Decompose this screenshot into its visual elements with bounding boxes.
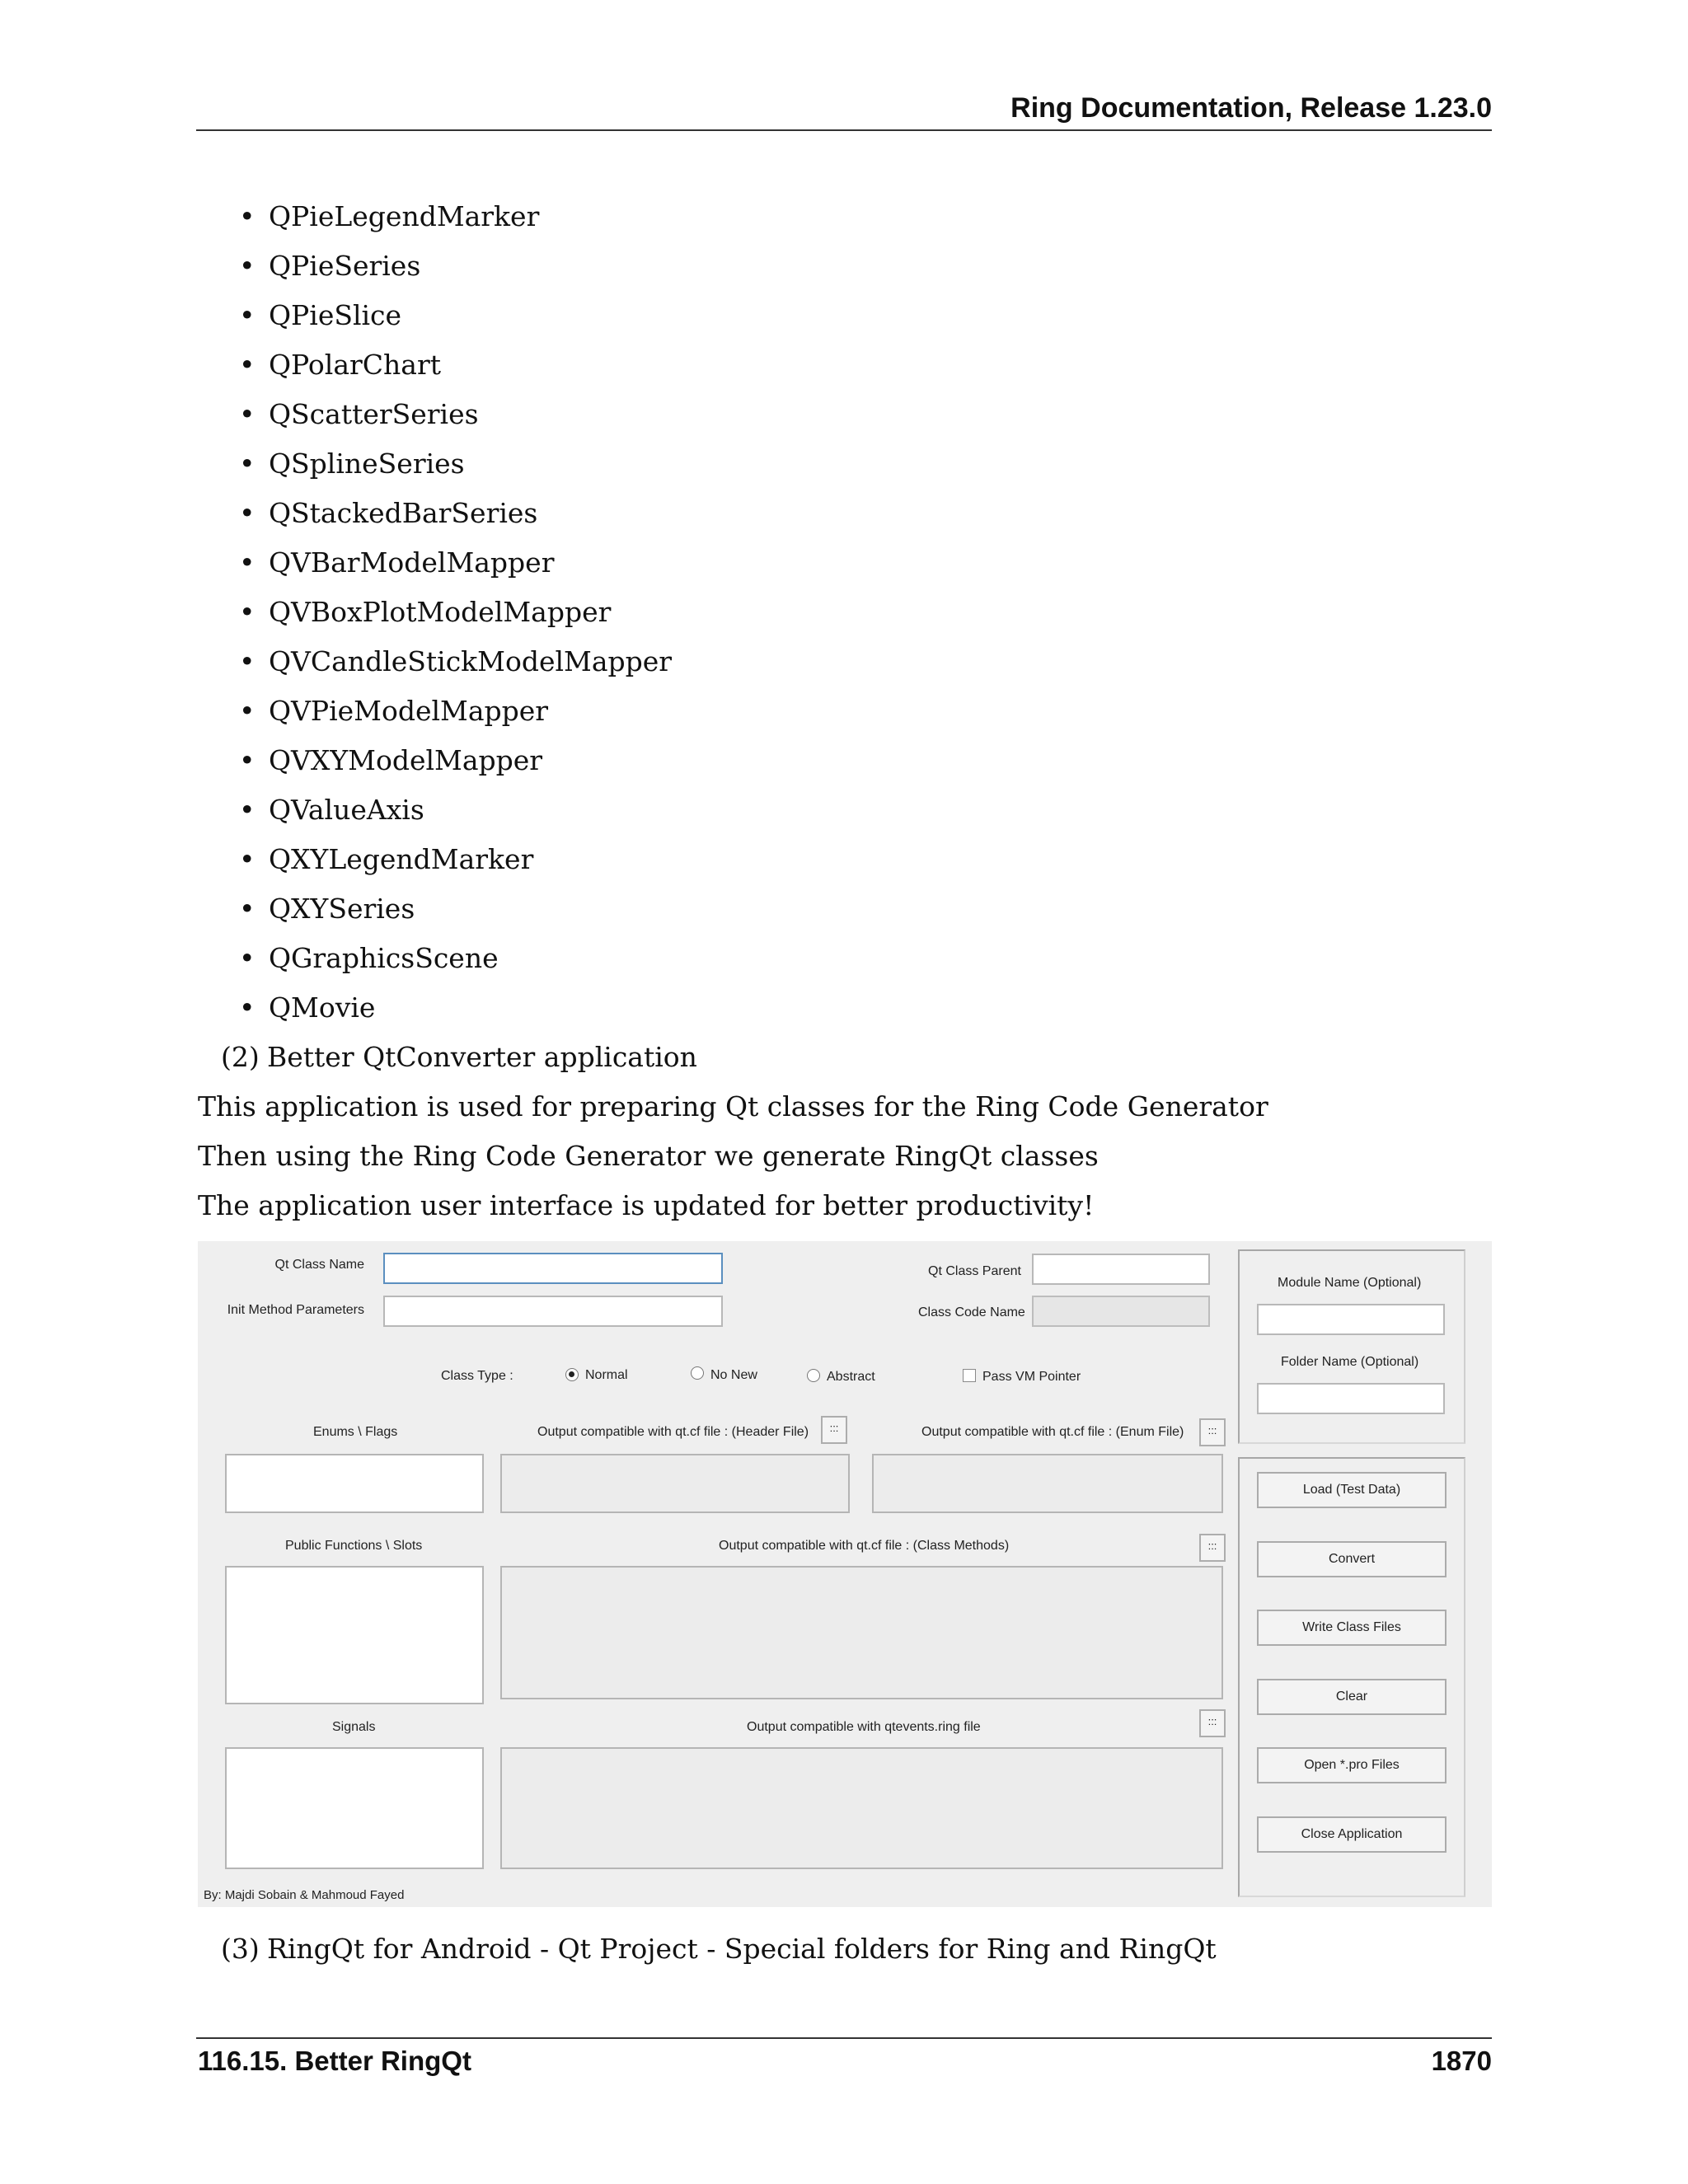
list-item: • QVBarModelMapper [239, 546, 555, 579]
pass-vm-pointer-label: Pass VM Pointer [982, 1370, 1081, 1384]
folder-name-label: Folder Name (Optional) [1281, 1355, 1419, 1369]
folder-name-input[interactable] [1257, 1383, 1445, 1414]
radio-abstract[interactable] [807, 1369, 820, 1382]
signals-textarea[interactable] [225, 1747, 484, 1869]
running-header: Ring Documentation, Release 1.23.0 [1010, 92, 1492, 124]
output-enum-label: Output compatible with qt.cf file : (Enum File) [921, 1425, 1184, 1439]
enums-flags-label: Enums \ Flags [313, 1425, 398, 1439]
list-item: • QXYLegendMarker [239, 843, 534, 875]
close-application-button[interactable]: Close Application [1257, 1816, 1447, 1853]
qt-class-parent-input[interactable] [1032, 1254, 1210, 1285]
list-item: • QStackedBarSeries [239, 497, 538, 529]
list-item: • QVBoxPlotModelMapper [239, 596, 612, 628]
list-item: • QScatterSeries [239, 398, 479, 430]
list-item: • QPieSlice [239, 299, 402, 331]
qt-class-parent-label: Qt Class Parent [928, 1264, 1021, 1278]
module-name-label: Module Name (Optional) [1278, 1276, 1422, 1290]
list-item: • QXYSeries [239, 893, 415, 925]
class-type-label: Class Type : [441, 1369, 513, 1383]
credits-text: By: Majdi Sobain & Mahmoud Fayed [204, 1888, 405, 1902]
qt-class-name-input[interactable] [383, 1253, 723, 1284]
output-class-methods-textarea[interactable] [500, 1566, 1223, 1699]
header-rule [196, 129, 1492, 131]
qt-class-name-label: Qt Class Name [274, 1258, 364, 1272]
output-header-label: Output compatible with qt.cf file : (Header File) [537, 1425, 809, 1439]
convert-button[interactable]: Convert [1257, 1541, 1447, 1577]
output-qtevents-label: Output compatible with qtevents.ring file [747, 1720, 981, 1734]
write-class-files-button[interactable]: Write Class Files [1257, 1610, 1447, 1646]
class-methods-more-button[interactable]: ::: [1199, 1534, 1226, 1562]
public-functions-textarea[interactable] [225, 1566, 484, 1704]
init-method-input[interactable] [383, 1296, 723, 1327]
class-code-name-input[interactable] [1032, 1296, 1210, 1327]
enum-more-button[interactable]: ::: [1199, 1418, 1226, 1446]
module-name-input[interactable] [1257, 1304, 1445, 1335]
load-test-data-button[interactable]: Load (Test Data) [1257, 1472, 1447, 1508]
output-class-methods-label: Output compatible with qt.cf file : (Class Methods) [719, 1539, 1010, 1553]
output-header-textarea[interactable] [500, 1454, 850, 1513]
footer-section-title: 116.15. Better RingQt [198, 2046, 471, 2076]
output-enum-textarea[interactable] [872, 1454, 1223, 1513]
list-item: • QVXYModelMapper [239, 744, 543, 776]
radio-normal-label: Normal [585, 1368, 628, 1382]
list-item: • QPolarChart [239, 349, 442, 381]
header-more-button[interactable]: ::: [821, 1416, 847, 1444]
signals-label: Signals [332, 1720, 376, 1734]
clear-button[interactable]: Clear [1257, 1679, 1447, 1715]
class-bullet-list [239, 198, 672, 1038]
radio-normal[interactable] [565, 1368, 579, 1381]
list-item: • QVCandleStickModelMapper [239, 645, 673, 677]
list-item: • QValueAxis [239, 794, 424, 826]
pass-vm-pointer-checkbox[interactable] [963, 1369, 976, 1382]
enumerated-item-2: (2) Better QtConverter application [221, 1041, 697, 1073]
list-item: • QVPieModelMapper [239, 695, 549, 727]
enumerated-item-3: (3) RingQt for Android - Qt Project - Special folders for Ring and RingQt [221, 1933, 1217, 1965]
public-functions-label: Public Functions \ Slots [285, 1539, 423, 1553]
radio-no-new[interactable] [691, 1366, 704, 1380]
output-qtevents-textarea[interactable] [500, 1747, 1223, 1869]
list-item: • QPieSeries [239, 250, 421, 282]
footer-rule [196, 2037, 1492, 2039]
paragraph: The application user interface is updated for better productivity! [198, 1189, 1095, 1221]
enums-flags-textarea[interactable] [225, 1454, 484, 1513]
init-method-label: Init Method Parameters [227, 1303, 364, 1317]
list-item: • QSplineSeries [239, 448, 465, 480]
paragraph: This application is used for preparing Qt classes for the Ring Code Generator [198, 1090, 1268, 1122]
footer-page-number: 1870 [1431, 2046, 1492, 2076]
list-item: • QPieLegendMarker [239, 200, 540, 232]
list-item: • QMovie [239, 991, 376, 1024]
open-pro-files-button[interactable]: Open *.pro Files [1257, 1747, 1447, 1783]
qtconverter-window [198, 1241, 1492, 1907]
qtevents-more-button[interactable]: ::: [1199, 1709, 1226, 1737]
paragraph: Then using the Ring Code Generator we generate RingQt classes [198, 1140, 1099, 1172]
radio-no-new-label: No New [710, 1368, 757, 1382]
radio-abstract-label: Abstract [827, 1370, 875, 1384]
class-code-name-label: Class Code Name [918, 1305, 1025, 1319]
list-item: • QGraphicsScene [239, 942, 499, 974]
